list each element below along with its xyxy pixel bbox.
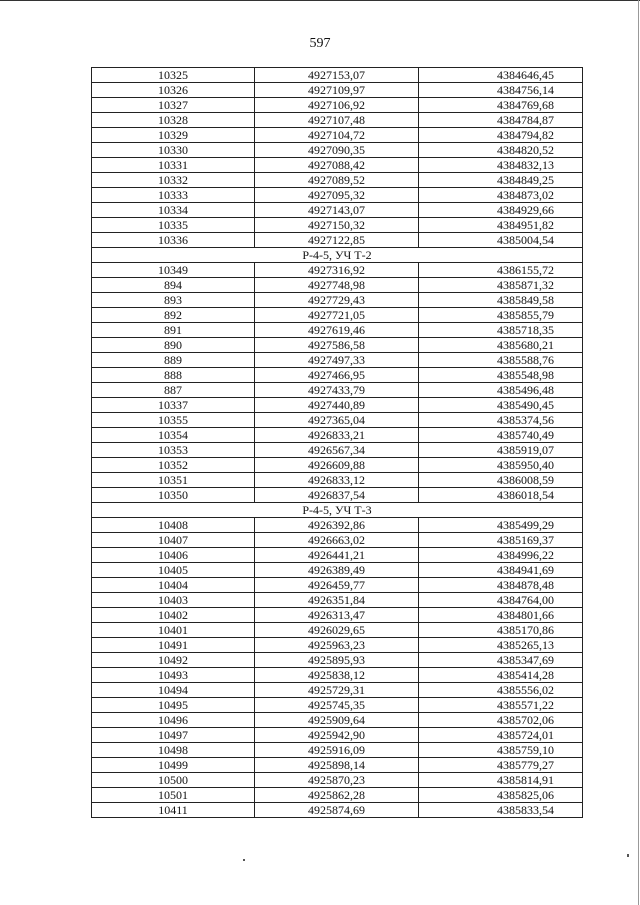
x-coordinate-cell: 4925838,12: [255, 668, 419, 683]
y-coordinate-cell: 4385871,32: [419, 278, 583, 293]
point-number-cell: 10496: [92, 713, 255, 728]
point-number-cell: 10327: [92, 98, 255, 113]
x-coordinate-cell: 4927729,43: [255, 293, 419, 308]
table-row: [92, 548, 583, 563]
table-row: [92, 233, 583, 248]
x-coordinate-cell: 4925963,23: [255, 638, 419, 653]
y-coordinate-cell: 4385496,48: [419, 383, 583, 398]
table-row: [92, 263, 583, 278]
x-coordinate-cell: 4925729,31: [255, 683, 419, 698]
table-row: [92, 473, 583, 488]
x-coordinate-cell: 4926389,49: [255, 563, 419, 578]
table-row: [92, 563, 583, 578]
y-coordinate-cell: 4386155,72: [419, 263, 583, 278]
table-row: [92, 293, 583, 308]
x-coordinate-cell: 4927109,97: [255, 83, 419, 98]
table-row: [92, 683, 583, 698]
x-coordinate-cell: 4925870,23: [255, 773, 419, 788]
point-number-cell: 10354: [92, 428, 255, 443]
point-number-cell: 10332: [92, 173, 255, 188]
y-coordinate-cell: 4385490,45: [419, 398, 583, 413]
scan-speck: [627, 854, 629, 857]
table-row: [92, 533, 583, 548]
y-coordinate-cell: 4385702,06: [419, 713, 583, 728]
y-coordinate-cell: 4385265,13: [419, 638, 583, 653]
point-number-cell: 10351: [92, 473, 255, 488]
x-coordinate-cell: 4925898,14: [255, 758, 419, 773]
table-row: [92, 653, 583, 668]
point-number-cell: 10499: [92, 758, 255, 773]
point-number-cell: 10325: [92, 68, 255, 83]
x-coordinate-cell: 4927095,32: [255, 188, 419, 203]
y-coordinate-cell: 4385724,01: [419, 728, 583, 743]
x-coordinate-cell: 4927143,07: [255, 203, 419, 218]
y-coordinate-cell: 4384801,66: [419, 608, 583, 623]
point-number-cell: 10500: [92, 773, 255, 788]
point-number-cell: 10355: [92, 413, 255, 428]
point-number-cell: 10407: [92, 533, 255, 548]
y-coordinate-cell: 4384849,25: [419, 173, 583, 188]
point-number-cell: 10401: [92, 623, 255, 638]
point-number-cell: 10501: [92, 788, 255, 803]
y-coordinate-cell: 4384784,87: [419, 113, 583, 128]
table-row: [92, 443, 583, 458]
table-row: [92, 203, 583, 218]
y-coordinate-cell: 4385414,28: [419, 668, 583, 683]
table-row: [92, 158, 583, 173]
table-row: [92, 668, 583, 683]
x-coordinate-cell: 4925895,93: [255, 653, 419, 668]
table-row: [92, 308, 583, 323]
x-coordinate-cell: 4927316,92: [255, 263, 419, 278]
table-row: [92, 188, 583, 203]
x-coordinate-cell: 4927106,92: [255, 98, 419, 113]
point-number-cell: 893: [92, 293, 255, 308]
point-number-cell: 10326: [92, 83, 255, 98]
table-row: [92, 698, 583, 713]
point-number-cell: 10402: [92, 608, 255, 623]
table-row: [92, 638, 583, 653]
x-coordinate-cell: 4927122,85: [255, 233, 419, 248]
x-coordinate-cell: 4926029,65: [255, 623, 419, 638]
point-number-cell: 10352: [92, 458, 255, 473]
point-number-cell: 10497: [92, 728, 255, 743]
x-coordinate-cell: 4925745,35: [255, 698, 419, 713]
point-number-cell: 889: [92, 353, 255, 368]
point-number-cell: 891: [92, 323, 255, 338]
x-coordinate-cell: 4927433,79: [255, 383, 419, 398]
point-number-cell: 10353: [92, 443, 255, 458]
table-row: [92, 428, 583, 443]
table-row: [92, 458, 583, 473]
x-coordinate-cell: 4926351,84: [255, 593, 419, 608]
x-coordinate-cell: 4927089,52: [255, 173, 419, 188]
y-coordinate-cell: 4385759,10: [419, 743, 583, 758]
point-number-cell: 10350: [92, 488, 255, 503]
y-coordinate-cell: 4384832,13: [419, 158, 583, 173]
point-number-cell: 10336: [92, 233, 255, 248]
x-coordinate-cell: 4926833,12: [255, 473, 419, 488]
table-row: [92, 788, 583, 803]
y-coordinate-cell: 4385680,21: [419, 338, 583, 353]
table-row: [92, 173, 583, 188]
y-coordinate-cell: 4386018,54: [419, 488, 583, 503]
x-coordinate-cell: 4926837,54: [255, 488, 419, 503]
x-coordinate-cell: 4927088,42: [255, 158, 419, 173]
page-number: 597: [309, 36, 331, 51]
table-row: [92, 728, 583, 743]
x-coordinate-cell: 4927586,58: [255, 338, 419, 353]
table-row: [92, 713, 583, 728]
y-coordinate-cell: 4385347,69: [419, 653, 583, 668]
point-number-cell: 10403: [92, 593, 255, 608]
y-coordinate-cell: 4384794,82: [419, 128, 583, 143]
x-coordinate-cell: 4927153,07: [255, 68, 419, 83]
point-number-cell: 888: [92, 368, 255, 383]
table-row: [92, 488, 583, 503]
x-coordinate-cell: 4927150,32: [255, 218, 419, 233]
y-coordinate-cell: 4384820,52: [419, 143, 583, 158]
y-coordinate-cell: 4385855,79: [419, 308, 583, 323]
table-row: [92, 758, 583, 773]
table-row: [92, 68, 583, 83]
point-number-cell: 894: [92, 278, 255, 293]
point-number-cell: 10493: [92, 668, 255, 683]
x-coordinate-cell: 4927721,05: [255, 308, 419, 323]
table-row: [92, 218, 583, 233]
section-header-row: [92, 248, 583, 263]
coordinates-table: [91, 67, 583, 818]
table-row: [92, 143, 583, 158]
y-coordinate-cell: 4385588,76: [419, 353, 583, 368]
x-coordinate-cell: 4927365,04: [255, 413, 419, 428]
y-coordinate-cell: 4385825,06: [419, 788, 583, 803]
x-coordinate-cell: 4927748,98: [255, 278, 419, 293]
y-coordinate-cell: 4386008,59: [419, 473, 583, 488]
y-coordinate-cell: 4385004,54: [419, 233, 583, 248]
table-row: [92, 578, 583, 593]
point-number-cell: 10331: [92, 158, 255, 173]
x-coordinate-cell: 4927107,48: [255, 113, 419, 128]
point-number-cell: 887: [92, 383, 255, 398]
point-number-cell: 10408: [92, 518, 255, 533]
table-row: [92, 743, 583, 758]
table-row: [92, 113, 583, 128]
x-coordinate-cell: 4926663,02: [255, 533, 419, 548]
x-coordinate-cell: 4926459,77: [255, 578, 419, 593]
y-coordinate-cell: 4385833,54: [419, 803, 583, 818]
y-coordinate-cell: 4385170,86: [419, 623, 583, 638]
table-row: [92, 518, 583, 533]
y-coordinate-cell: 4384996,22: [419, 548, 583, 563]
point-number-cell: 10335: [92, 218, 255, 233]
y-coordinate-cell: 4384764,00: [419, 593, 583, 608]
point-number-cell: 10337: [92, 398, 255, 413]
point-number-cell: 10328: [92, 113, 255, 128]
x-coordinate-cell: 4926441,21: [255, 548, 419, 563]
table-row: [92, 398, 583, 413]
point-number-cell: 892: [92, 308, 255, 323]
point-number-cell: 10411: [92, 803, 255, 818]
table-row: [92, 83, 583, 98]
y-coordinate-cell: 4385718,35: [419, 323, 583, 338]
y-coordinate-cell: 4385571,22: [419, 698, 583, 713]
y-coordinate-cell: 4385740,49: [419, 428, 583, 443]
y-coordinate-cell: 4385849,58: [419, 293, 583, 308]
x-coordinate-cell: 4927497,33: [255, 353, 419, 368]
point-number-cell: 10333: [92, 188, 255, 203]
point-number-cell: 10330: [92, 143, 255, 158]
section-label: Р-4-5, УЧ Т-3: [92, 503, 583, 518]
y-coordinate-cell: 4384951,82: [419, 218, 583, 233]
point-number-cell: 10404: [92, 578, 255, 593]
table-row: [92, 323, 583, 338]
y-coordinate-cell: 4384929,66: [419, 203, 583, 218]
table-row: [92, 623, 583, 638]
point-number-cell: 890: [92, 338, 255, 353]
y-coordinate-cell: 4385779,27: [419, 758, 583, 773]
y-coordinate-cell: 4385374,56: [419, 413, 583, 428]
point-number-cell: 10405: [92, 563, 255, 578]
x-coordinate-cell: 4925874,69: [255, 803, 419, 818]
table-row: [92, 278, 583, 293]
x-coordinate-cell: 4926609,88: [255, 458, 419, 473]
x-coordinate-cell: 4927619,46: [255, 323, 419, 338]
point-number-cell: 10334: [92, 203, 255, 218]
table-row: [92, 608, 583, 623]
y-coordinate-cell: 4385169,37: [419, 533, 583, 548]
y-coordinate-cell: 4385556,02: [419, 683, 583, 698]
scan-edge-line-top: [0, 0, 640, 1]
y-coordinate-cell: 4384769,68: [419, 98, 583, 113]
table-row: [92, 773, 583, 788]
table-row: [92, 368, 583, 383]
point-number-cell: 10492: [92, 653, 255, 668]
x-coordinate-cell: 4927104,72: [255, 128, 419, 143]
y-coordinate-cell: 4384873,02: [419, 188, 583, 203]
y-coordinate-cell: 4384878,48: [419, 578, 583, 593]
x-coordinate-cell: 4926392,86: [255, 518, 419, 533]
y-coordinate-cell: 4385548,98: [419, 368, 583, 383]
section-header-row: [92, 503, 583, 518]
scan-edge-line-right: [638, 0, 639, 905]
x-coordinate-cell: 4925916,09: [255, 743, 419, 758]
table-row: [92, 353, 583, 368]
point-number-cell: 10406: [92, 548, 255, 563]
point-number-cell: 10329: [92, 128, 255, 143]
x-coordinate-cell: 4926567,34: [255, 443, 419, 458]
point-number-cell: 10498: [92, 743, 255, 758]
x-coordinate-cell: 4927090,35: [255, 143, 419, 158]
table-row: [92, 338, 583, 353]
x-coordinate-cell: 4927466,95: [255, 368, 419, 383]
scan-speck: [243, 859, 245, 861]
y-coordinate-cell: 4384646,45: [419, 68, 583, 83]
table-body: [92, 68, 583, 818]
x-coordinate-cell: 4927440,89: [255, 398, 419, 413]
table-row: [92, 803, 583, 818]
y-coordinate-cell: 4384941,69: [419, 563, 583, 578]
y-coordinate-cell: 4385919,07: [419, 443, 583, 458]
point-number-cell: 10494: [92, 683, 255, 698]
table-row: [92, 413, 583, 428]
point-number-cell: 10349: [92, 263, 255, 278]
x-coordinate-cell: 4925942,90: [255, 728, 419, 743]
table-row: [92, 383, 583, 398]
y-coordinate-cell: 4385950,40: [419, 458, 583, 473]
x-coordinate-cell: 4925909,64: [255, 713, 419, 728]
x-coordinate-cell: 4926313,47: [255, 608, 419, 623]
y-coordinate-cell: 4384756,14: [419, 83, 583, 98]
table-row: [92, 128, 583, 143]
x-coordinate-cell: 4926833,21: [255, 428, 419, 443]
x-coordinate-cell: 4925862,28: [255, 788, 419, 803]
point-number-cell: 10491: [92, 638, 255, 653]
table-row: [92, 593, 583, 608]
section-label: Р-4-5, УЧ Т-2: [92, 248, 583, 263]
point-number-cell: 10495: [92, 698, 255, 713]
table-row: [92, 98, 583, 113]
y-coordinate-cell: 4385499,29: [419, 518, 583, 533]
y-coordinate-cell: 4385814,91: [419, 773, 583, 788]
